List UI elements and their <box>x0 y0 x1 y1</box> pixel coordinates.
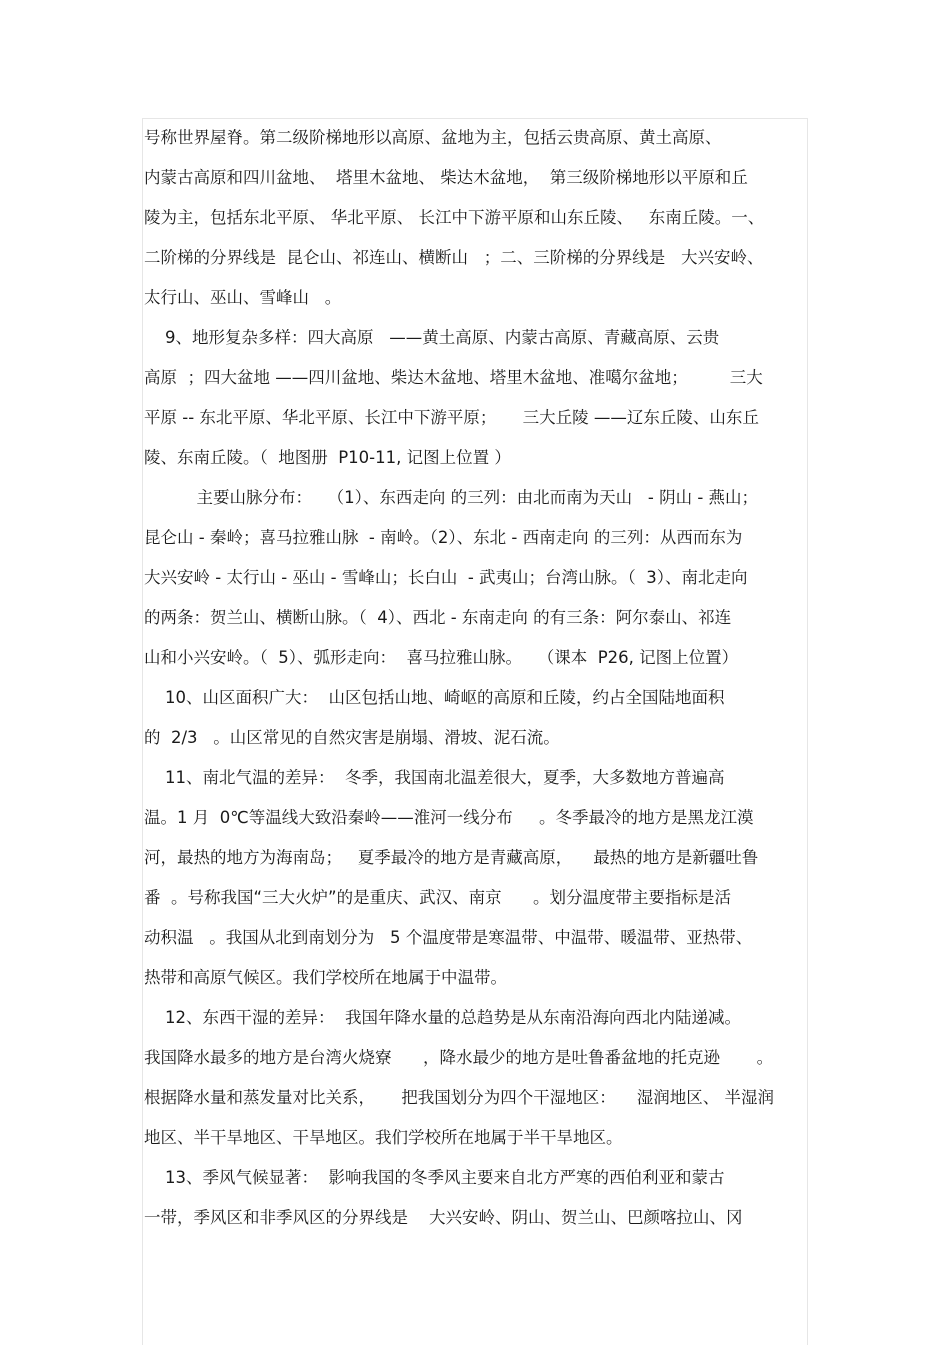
text-line: 温。1 月 0℃等温线大致沿秦岭——淮河一线分布 。冬季最冷的地方是黑龙江漠 <box>144 808 754 827</box>
text-line: 10、山区面积广大： 山区包括山地、崎岖的高原和丘陵，约占全国陆地面积 <box>144 688 725 707</box>
text-line: 动积温 。我国从北到南划分为 5 个温度带是寒温带、中温带、暖温带、亚热带、 <box>144 928 753 947</box>
text-line: 高原 ；四大盆地 ——四川盆地、柴达木盆地、塔里木盆地、准噶尔盆地； 三大 <box>144 368 763 387</box>
text-line: 平原 -- 东北平原、华北平原、长江中下游平原； 三大丘陵 ——辽东丘陵、山东丘 <box>144 408 759 427</box>
text-line: 根据降水量和蒸发量对比关系， 把我国划分为四个干湿地区： 湿润地区、 半湿润 <box>144 1088 774 1107</box>
text-line: 11、南北气温的差异： 冬季，我国南北温差很大，夏季，大多数地方普遍高 <box>144 768 725 787</box>
text-line: 的 2/3 。山区常见的自然灾害是崩塌、滑坡、泥石流。 <box>144 728 560 747</box>
text-line: 9、地形复杂多样：四大高原 ——黄土高原、内蒙古高原、青藏高原、云贵 <box>144 328 720 347</box>
text-line: 山和小兴安岭。（ 5）、弧形走向： 喜马拉雅山脉。 （课本 P26, 记图上位置） <box>144 648 739 667</box>
document-body <box>144 118 808 1238</box>
text-line: 陵为主，包括东北平原、 华北平原、 长江中下游平原和山东丘陵、 东南丘陵。一、 <box>144 208 765 227</box>
text-line: 热带和高原气候区。我们学校所在地属于中温带。 <box>144 968 507 987</box>
text-line: 13、季风气候显著： 影响我国的冬季风主要来自北方严寒的西伯利亚和蒙古 <box>144 1168 725 1187</box>
text-line: 河，最热的地方为海南岛； 夏季最冷的地方是青藏高原， 最热的地方是新疆吐鲁 <box>144 848 759 867</box>
text-line: 内蒙古高原和四川盆地、 塔里木盆地、 柴达木盆地， 第三级阶梯地形以平原和丘 <box>144 168 748 187</box>
text-line: 号称世界屋脊。第二级阶梯地形以高原、盆地为主，包括云贵高原、黄土高原、 <box>144 128 722 147</box>
text-line: 番 。号称我国“三大火炉”的是重庆、武汉、南京 。划分温度带主要指标是活 <box>144 888 732 907</box>
text-line: 二阶梯的分界线是 昆仑山、祁连山、横断山 ；二、三阶梯的分界线是 大兴安岭、 <box>144 248 764 267</box>
text-line: 我国降水最多的地方是台湾火烧寮 ，降水最少的地方是吐鲁番盆地的托克逊 。 <box>144 1048 774 1067</box>
text-line: 主要山脉分布： （1）、东西走向 的三列：由北而南为天山 - 阴山 - 燕山； <box>144 488 759 507</box>
text-line: 太行山、巫山、雪峰山 。 <box>144 288 342 307</box>
text-line: 陵、东南丘陵。（ 地图册 P10-11, 记图上位置 ） <box>144 448 511 467</box>
text-line: 地区、半干旱地区、干旱地区。我们学校所在地属于半干旱地区。 <box>144 1128 623 1147</box>
text-line: 大兴安岭 - 太行山 - 巫山 - 雪峰山；长白山 - 武夷山；台湾山脉。（ 3）、南北走向 <box>144 568 748 587</box>
text-line: 的两条：贺兰山、横断山脉。（ 4）、西北 - 东南走向 的有三条：阿尔泰山、祁连 <box>144 608 732 627</box>
text-line: 昆仑山 - 秦岭；喜马拉雅山脉 - 南岭。（2）、东北 - 西南走向 的三列：从西而东为 <box>144 528 743 547</box>
text-line: 12、东西干湿的差异： 我国年降水量的总趋势是从东南沿海向西北内陆递减。 <box>144 1008 741 1027</box>
text-line: 一带，季风区和非季风区的分界线是 大兴安岭、阴山、贺兰山、巴颜喀拉山、冈 <box>144 1208 743 1227</box>
